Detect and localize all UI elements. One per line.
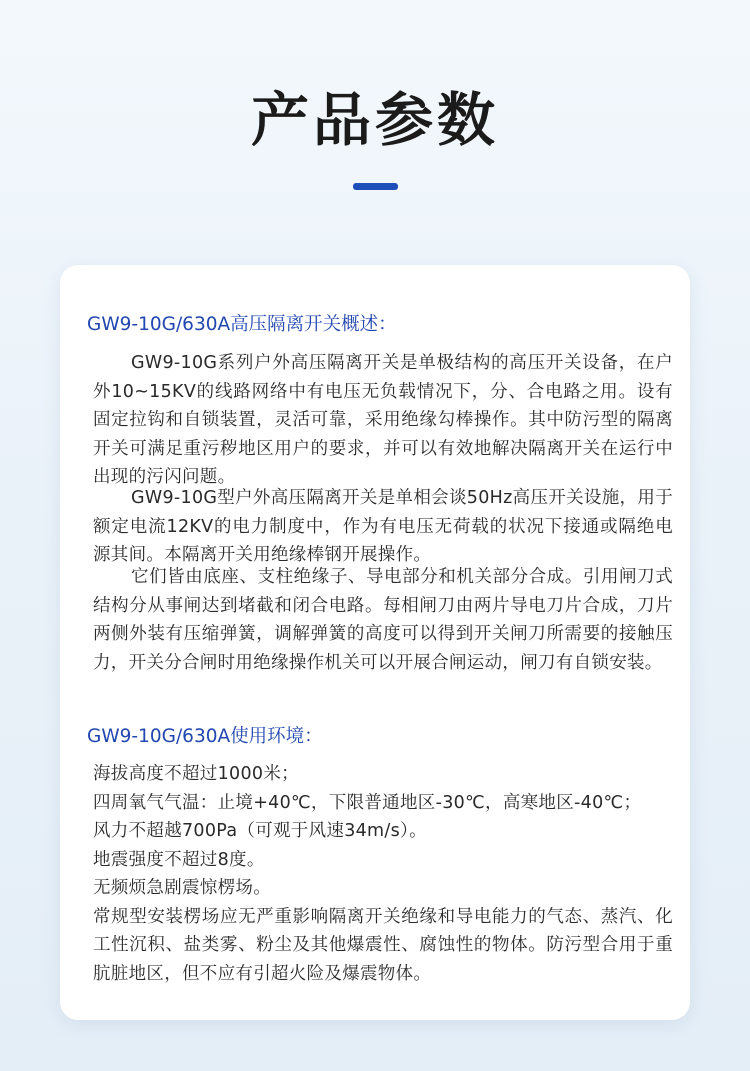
environment-list	[93, 760, 673, 988]
page-title: 产品参数	[250, 86, 499, 154]
overview-paragraph-2: GW9-10G型户外高压隔离开关是单相会谈50Hz高压开关设施，用于额定电流12KV的电力制度中，作为有电压无荷载的状况下接通或隔绝电源其间。本隔离开关用绝缘棒钢开展操作。	[93, 488, 673, 565]
overview-paragraph-3: 它们皆由底座、支柱绝缘子、导电部分和机关部分合成。引用闸刀式结构分从事闸达到堵截和闭合电路。每相闸刀由两片导电刀片合成，刀片两侧外装有压缩弹簧，调解弹簧的高度可以得到开关闸刀所需要的接触压力，开关分合闸时用绝缘操作机关可以开展合闸运动，闸刀有自锁安装。	[93, 567, 673, 673]
environment-item: 四周氧气气温：止境+40℃，下限普通地区-30℃，高寒地区-40℃；	[93, 792, 642, 813]
environment-item: 风力不超越700Pa（可观于风速34m/s）。	[93, 821, 427, 841]
content-card	[60, 265, 690, 1020]
overview-paragraph-1: GW9-10G系列户外高压隔离开关是单极结构的高压开关设备，在户外10~15KV的线路网络中有电压无负载情况下，分、合电路之用。设有固定拉钩和自锁装置，灵活可靠，采用绝缘勾棒操作。其中防污型的隔离开关可满足重污秽地区用户的要求，并可以有效地解决隔离开关在运行中出现的污闪问题。	[93, 353, 673, 487]
environment-item: 无频烦急剧震惊楞场。	[93, 878, 271, 898]
environment-item: 地震强度不超过8度。	[93, 849, 265, 870]
environment-item: 常规型安装楞场应无严重影响隔离开关绝缘和导电能力的气态、蒸汽、化工性沉积、盐类雾、粉尘及其他爆震性、腐蚀性的物体。防污型合用于重肮脏地区，但不应有引超火险及爆震物体。	[93, 906, 673, 984]
environment-item: 海拔高度不超过1000米；	[93, 764, 299, 784]
title-underline	[353, 183, 398, 190]
overview-heading: GW9-10G/630A高压隔离开关概述：	[87, 314, 397, 335]
environment-heading: GW9-10G/630A使用环境：	[87, 726, 323, 747]
